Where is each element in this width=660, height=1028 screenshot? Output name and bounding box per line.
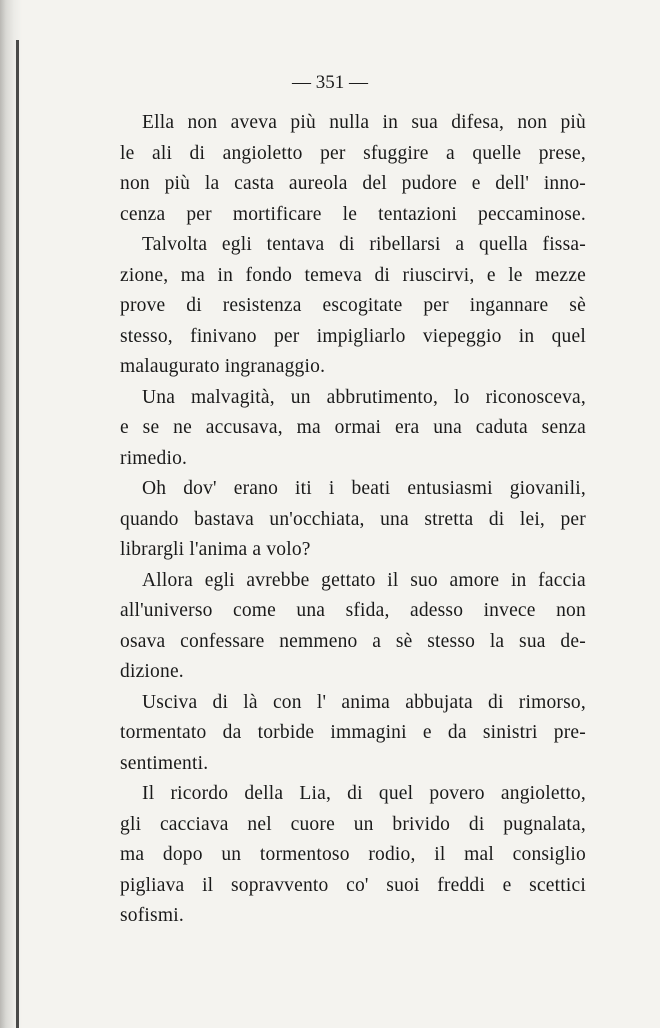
text-line: Talvolta egli tentava di ribellarsi a quella fissa- [142, 234, 586, 255]
text-line: gli cacciava nel cuore un brivido di pugnalata, [120, 813, 586, 835]
text-line: Usciva di là con l' anima abbujata di rimorso, [142, 691, 586, 713]
text-line: non più la casta aureola del pudore e dell' inno- [120, 173, 586, 194]
text-line: le ali di angioletto per sfuggire a quelle prese, [120, 142, 586, 164]
text-line: pigliava il sopravvento co' suoi freddi e scettici [120, 874, 586, 896]
text-line: stesso, finivano per impigliarlo viepeggio in quel [120, 325, 586, 347]
text-line: zione, ma in fondo temeva di riuscirvi, e le mezze [120, 264, 586, 286]
text-line: Il ricordo della Lia, di quel povero angioletto, [142, 783, 586, 804]
text-line: librargli l'anima a volo? [120, 539, 311, 560]
text-line: sofismi. [120, 905, 184, 926]
text-line: malaugurato ingranaggio. [120, 356, 326, 377]
text-line: Una malvagità, un abbrutimento, lo riconosceva, [142, 386, 586, 408]
text-line: cenza per mortificare le tentazioni peccaminose. [120, 203, 586, 225]
text-line: rimedio. [120, 447, 188, 469]
page-number: — 351 — [292, 72, 368, 93]
text-line: Ella non aveva più nulla in sua difesa, non più [142, 112, 586, 133]
text-line: all'universo come una sfida, adesso invece non [120, 600, 586, 621]
text-line: Allora egli avrebbe gettato il suo amore in faccia [142, 569, 586, 591]
text-line: tormentato da torbide immagini e da sinistri pre- [120, 722, 586, 743]
text-line: prove di resistenza escogitate per ingannare sè [120, 295, 586, 316]
text-line: e se ne accusava, ma ormai era una caduta senza [120, 417, 586, 438]
text-line: osava confessare nemmeno a sè stesso la sua de- [120, 630, 586, 652]
text-line: ma dopo un tormentoso rodio, il mal consiglio [120, 844, 586, 865]
text-line: sentimenti. [120, 752, 209, 774]
text-line: dizione. [120, 661, 184, 682]
text-line: quando bastava un'occhiata, una stretta di lei, per [120, 508, 586, 530]
body-text [120, 108, 586, 932]
text-line: Oh dov' erano iti i beati entusiasmi giovanili, [142, 478, 586, 499]
binding-edge-line [16, 40, 19, 1028]
